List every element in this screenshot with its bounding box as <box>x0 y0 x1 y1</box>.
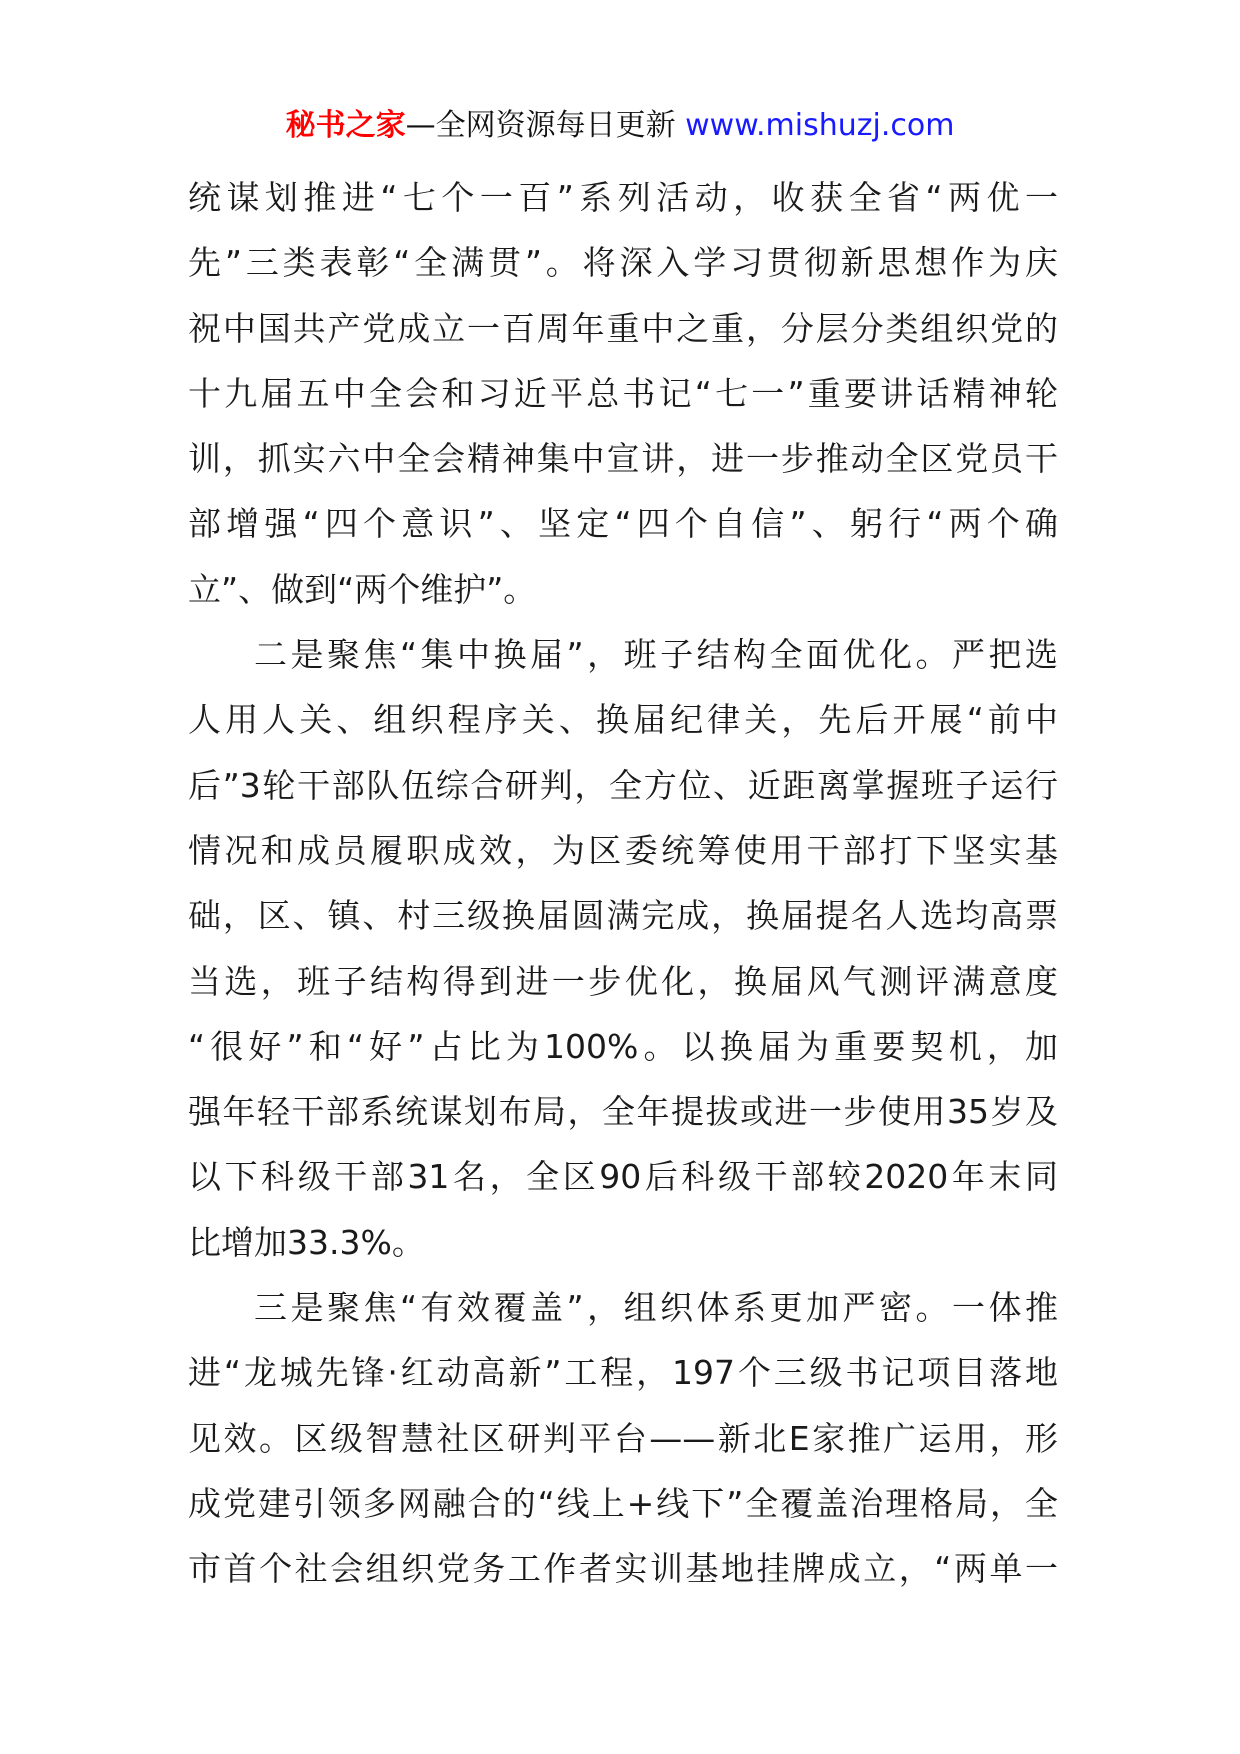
text-line: 祝中国共产党成立一百周年重中之重，分层分类组织党的 <box>188 308 1058 348</box>
text-line: 立”、做到“两个维护”。 <box>188 569 537 609</box>
text-line: 强年轻干部系统谋划布局，全年提拔或进一步使用35岁及 <box>188 1092 1058 1132</box>
text-line: 当选，班子结构得到进一步优化，换届风气测评满意度 <box>188 961 1058 1001</box>
text-line: 情况和成员履职成效，为区委统筹使用干部打下坚实基 <box>188 830 1058 870</box>
text-line: 部增强“四个意识”、坚定“四个自信”、躬行“两个确 <box>188 504 1058 544</box>
paragraph-start-line: 二是聚焦“集中换届”，班子结构全面优化。严把选 <box>254 635 1058 675</box>
site-brand: 秘书之家 <box>285 108 406 143</box>
text-line: 见效。区级智慧社区研判平台——新北E家推广运用，形 <box>188 1418 1058 1458</box>
text-line: 训，抓实六中全会精神集中宣讲，进一步推动全区党员干 <box>188 439 1058 479</box>
text-line: 人用人关、组织程序关、换届纪律关，先后开展“前中 <box>188 700 1058 740</box>
document-body <box>188 165 1058 1602</box>
text-line: 比增加33.3%。 <box>188 1222 425 1262</box>
site-slogan: —全网资源每日更新 <box>405 108 686 143</box>
text-line: 十九届五中全会和习近平总书记“七一”重要讲话精神轮 <box>188 373 1058 413</box>
site-url-link[interactable]: www.mishuzj.com <box>685 108 955 143</box>
text-line: 后”3轮干部队伍综合研判，全方位、近距离掌握班子运行 <box>188 765 1058 805</box>
text-line: “很好”和“好”占比为100%。以换届为重要契机，加 <box>188 1026 1058 1066</box>
text-line: 市首个社会组织党务工作者实训基地挂牌成立，“两单一 <box>188 1549 1058 1589</box>
text-line: 础，区、镇、村三级换届圆满完成，换届提名人选均高票 <box>188 896 1058 936</box>
text-line: 成党建引领多网融合的“线上+线下”全覆盖治理格局，全 <box>188 1483 1058 1523</box>
text-line: 以下科级干部31名，全区90后科级干部较2020年末同 <box>188 1157 1058 1197</box>
text-line: 统谋划推进“七个一百”系列活动，收获全省“两优一 <box>188 178 1058 217</box>
text-line: 进“龙城先锋·红动高新”工程，197个三级书记项目落地 <box>188 1353 1058 1393</box>
paragraph-start-line: 三是聚焦“有效覆盖”，组织体系更加严密。一体推 <box>254 1288 1058 1328</box>
text-line: 先”三类表彰“全满贯”。将深入学习贯彻新思想作为庆 <box>188 243 1058 283</box>
page-header <box>0 104 1240 148</box>
